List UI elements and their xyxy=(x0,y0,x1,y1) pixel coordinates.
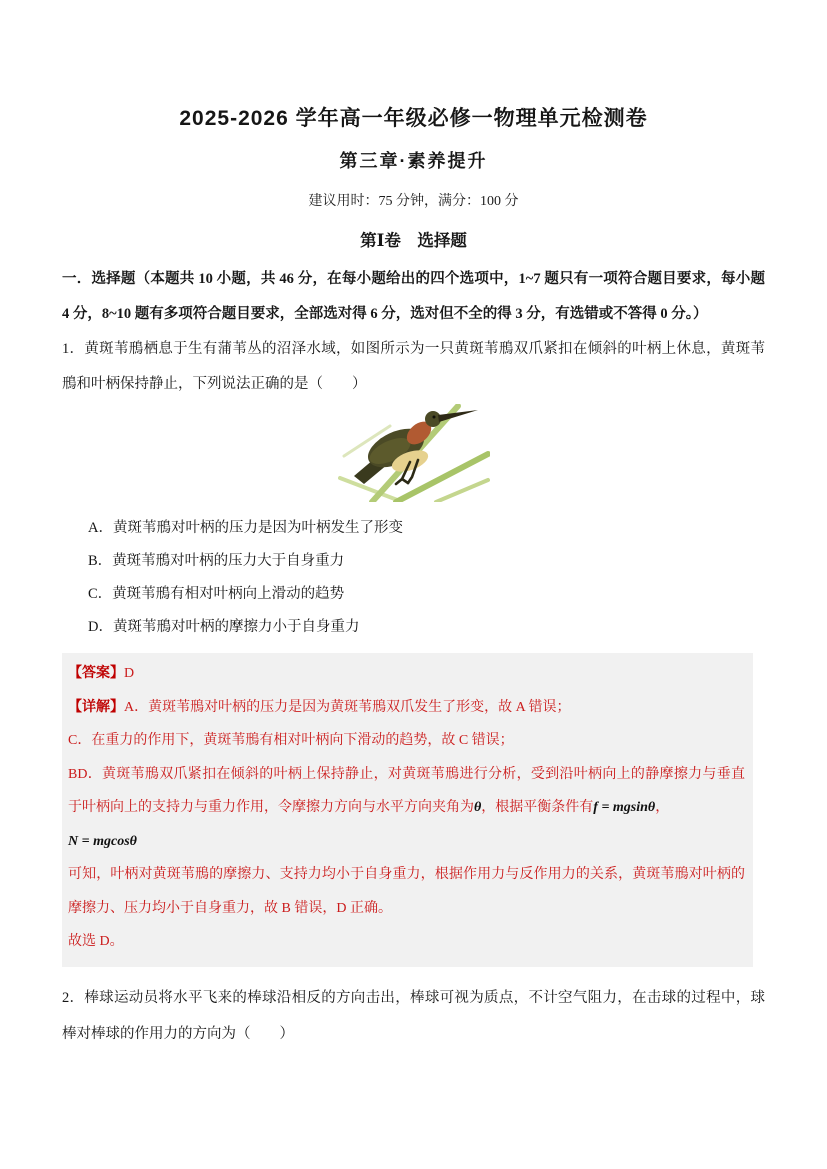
analysis-line-formula-n xyxy=(68,825,745,859)
question-2-stem: 2．棒球运动员将水平飞来的棒球沿相反的方向击出，棒球可视为质点，不计空气阻力，在击球的过程中，球棒对棒球的作用力的方向为（ ） xyxy=(62,989,765,1042)
question-2 xyxy=(62,980,765,1052)
section-heading: 第Ⅰ卷 选择题 xyxy=(360,231,467,250)
option-c: C．黄斑苇鳽有相对叶柄向上滑动的趋势 xyxy=(88,586,345,602)
answer-label: 【答案】 xyxy=(68,666,124,681)
question-1-stem: 1．黄斑苇鳽栖息于生有蒲苇丛的沼泽水域，如图所示为一只黄斑苇鳽双爪紧扣在倾斜的叶柄上休息，黄斑苇鳽和叶柄保持静止，下列说法正确的是（ ） xyxy=(62,341,765,392)
theta-symbol: θ xyxy=(474,800,482,815)
answer-analysis-block xyxy=(62,653,753,967)
analysis-text-a: A．黄斑苇鳽对叶柄的压力是因为黄斑苇鳽双爪发生了形变，故 A 错误； xyxy=(124,699,571,715)
answer-line xyxy=(68,657,745,691)
answer-value: D xyxy=(124,666,135,681)
question-1-figure xyxy=(338,404,490,502)
section-instructions: 一．选择题（本题共 10 小题，共 46 分，在每小题给出的四个选项中，1~7 题只有一项符合题目要求，每小题 4 分，8~10 题有多项符合题目要求，全部选对得 6 分，选对但不全的得 3 分，有选错或不答得 0 分。） xyxy=(62,271,765,322)
analysis-text-bd1: BD．黄斑苇鳽双爪紧扣在倾斜的叶柄上保持静止，对黄斑苇鳽进行分析，受到沿叶柄向上的静摩擦力与垂直于叶柄向上的支持力与重力作用，令摩擦力方向与水平方向夹角为 xyxy=(68,766,745,815)
analysis-final-choice: 故选 D。 xyxy=(68,934,124,949)
option-d: D．黄斑苇鳽对叶柄的摩擦力小于自身重力 xyxy=(88,619,360,635)
formula-normal-force: N = mgcosθ xyxy=(68,833,137,849)
option-b: B．黄斑苇鳽对叶柄的压力大于自身重力 xyxy=(88,553,345,569)
bird-beak xyxy=(438,410,478,422)
analysis-text-bd3: ， xyxy=(655,800,670,815)
exam-meta: 建议用时：75 分钟，满分：100 分 xyxy=(308,194,519,209)
analysis-line-a xyxy=(68,691,745,725)
formula-friction: f = mgsinθ xyxy=(593,800,656,815)
analysis-label: 【详解】 xyxy=(68,699,124,715)
analysis-line-conclusion: 可知，叶柄对黄斑苇鳽的摩擦力、支持力均小于自身重力，根据作用力与反作用力的关系，黄斑苇鳽对叶柄的摩擦力、压力均小于自身重力，故 B 错误，D 正确。 xyxy=(68,867,745,916)
question-1 xyxy=(62,332,765,967)
bird-on-reed-illustration xyxy=(338,404,490,502)
option-a: A．黄斑苇鳽对叶柄的压力是因为叶柄发生了形变 xyxy=(88,520,403,536)
analysis-text-bd2: ，根据平衡条件有 xyxy=(481,800,594,815)
analysis-line-c: C．在重力的作用下，黄斑苇鳽有相对叶柄向下滑动的趋势，故 C 错误； xyxy=(68,733,514,748)
page-title: 2025-2026 学年高一年级必修一物理单元检测卷 xyxy=(179,107,648,130)
page-subtitle: 第三章·素养提升 xyxy=(339,151,488,171)
bird xyxy=(354,410,478,484)
bird-eye xyxy=(432,416,435,419)
question-1-options xyxy=(62,512,765,644)
analysis-line-bd xyxy=(68,758,745,825)
